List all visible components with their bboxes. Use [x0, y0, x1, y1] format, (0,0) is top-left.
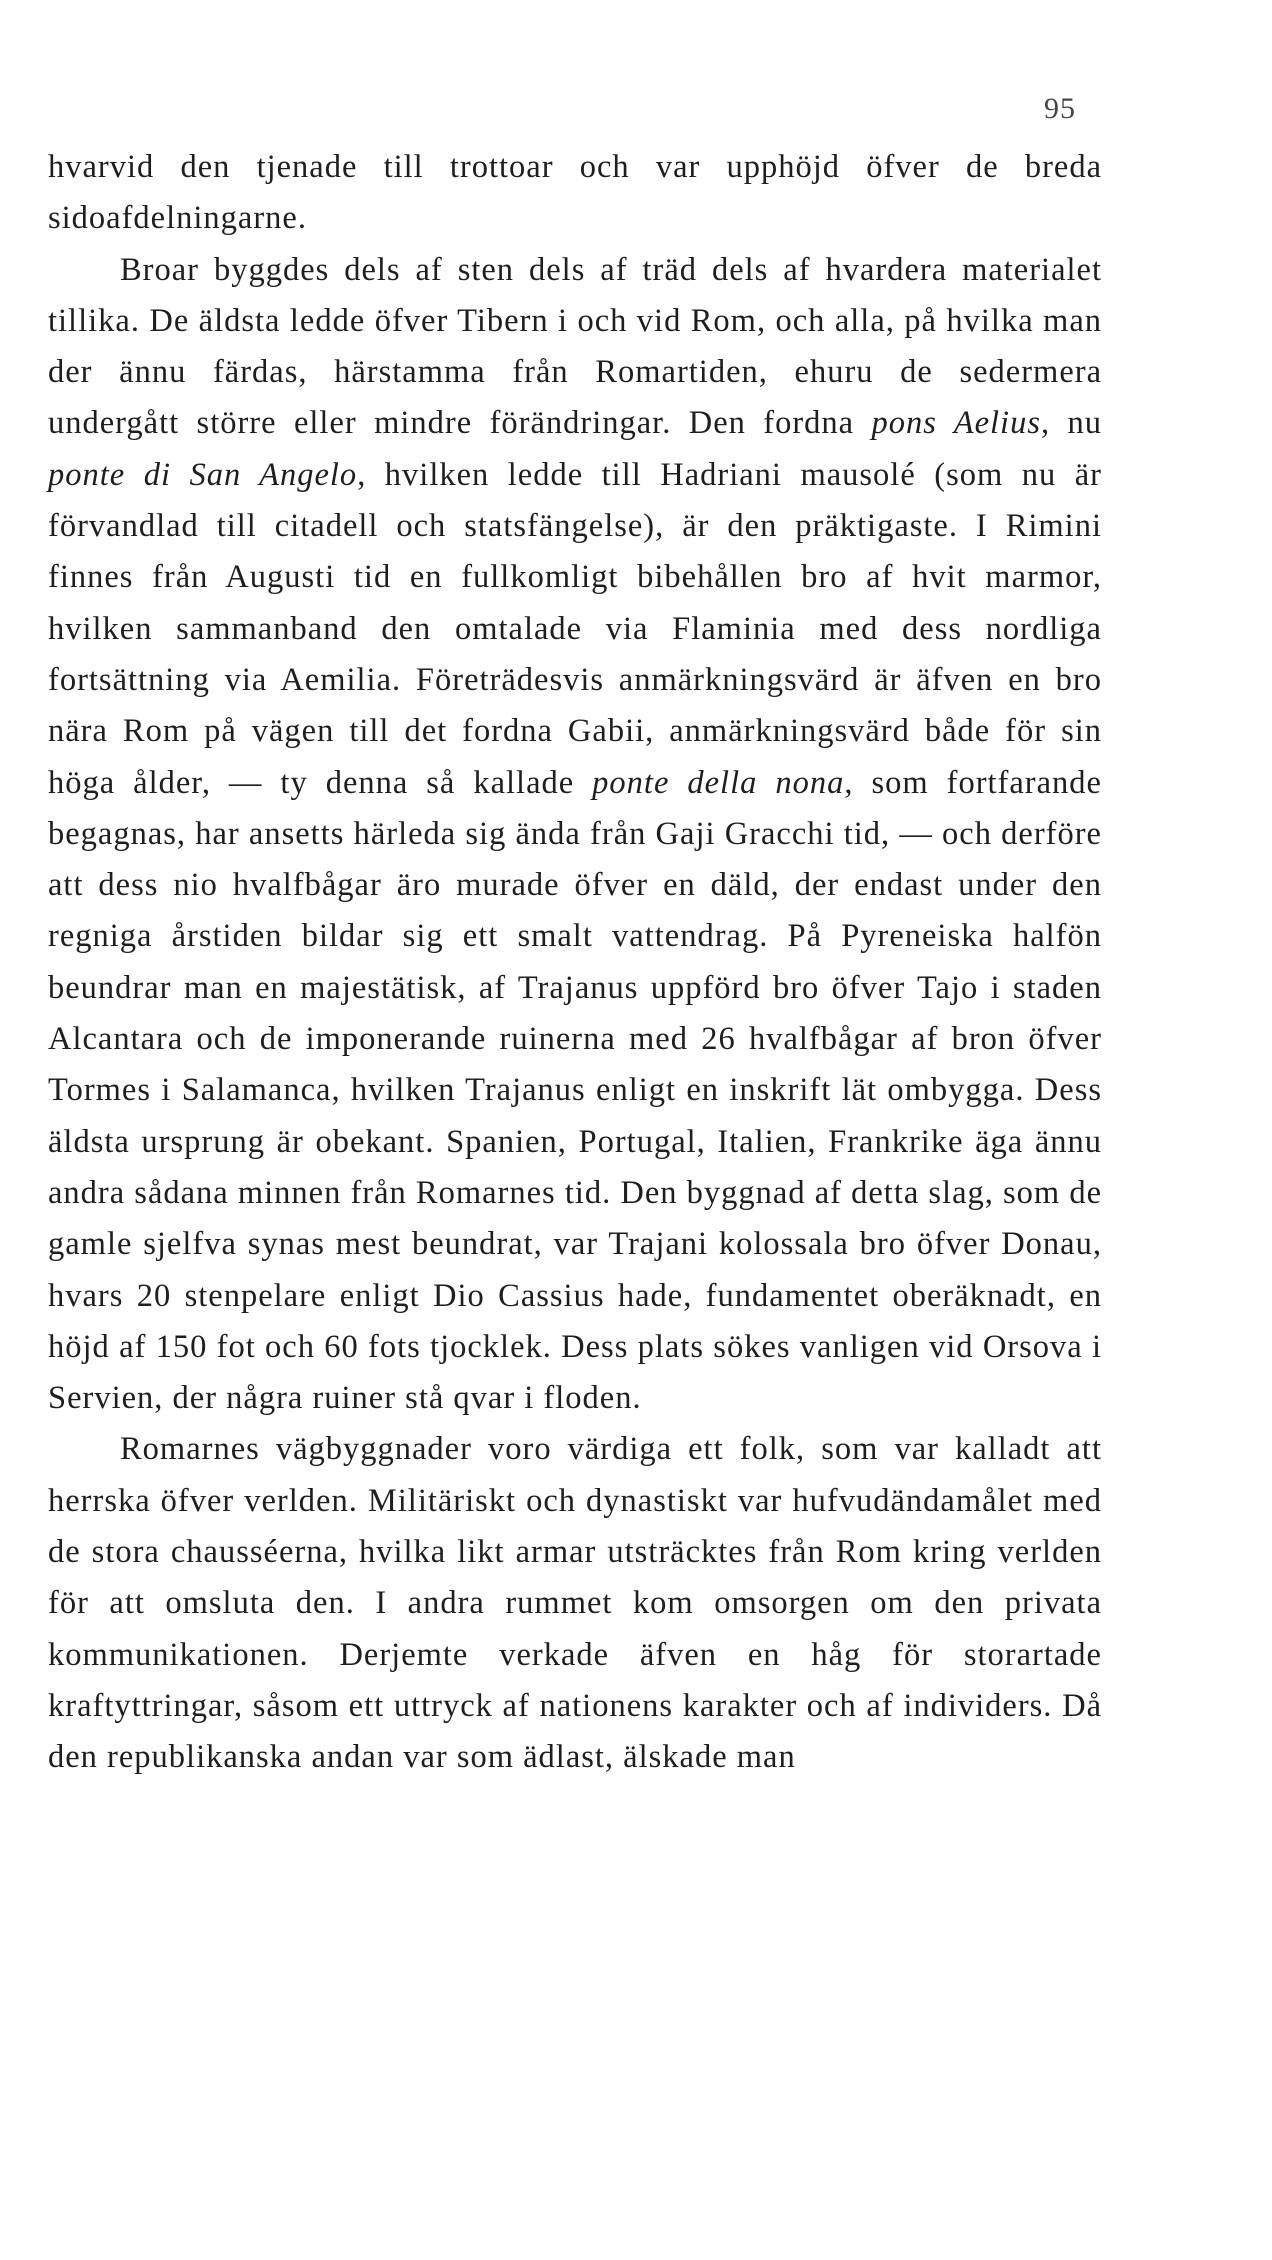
- text-segment: Broar byggdes dels af sten dels af träd dels af hvardera materialet tillika. De äldsta ledde öfver Tibern i och vid Rom, och alla, på hvilka man der ännu färdas, härstamma från Romartiden, ehuru de sedermera undergått större eller mindre förändringar. Den fordna: [48, 251, 1102, 442]
- paragraph-2: [48, 245, 1102, 1425]
- text-segment: hvarvid den tjenade till trottoar och var upphöjd öfver de breda sidoafdelningarne.: [48, 149, 1102, 237]
- italic-term-pons-aelius: pons Aelius: [871, 405, 1041, 442]
- paragraph-1: [48, 142, 1102, 245]
- text-segment: , som fortfarande begagnas, har ansetts härleda sig ända från Gaji Gracchi tid, — och derföre att dess nio hvalfbågar äro murade öfver en däld, der endast under den regniga årstiden bildar sig ett smalt vattendrag. På Pyreneiska halfön beundrar man en majestätisk, af Trajanus uppförd bro öfver Tajo i staden Alcantara och de imponerande ruinerna med 26 hvalfbågar af bron öfver Tormes i Salamanca, hvilken Trajanus enligt en inskrift lät ombygga. Dess äldsta ursprung är obekant. Spanien, Portugal, Italien, Frankrike äga ännu andra sådana minnen från Romarnes tid. Den byggnad af detta slag, som de gamle sjelfva synas mest beundrat, var Trajani kolossala bro öfver Donau, hvars 20 stenpelare enligt Dio Cassius hade, fundamentet oberäknadt, en höjd af 150 fot och 60 fots tjocklek. Dess plats sökes vanligen vid Orsova i Servien, der några ruiner stå qvar i floden.: [48, 764, 1102, 1417]
- italic-term-ponte-della-nona: ponte della nona: [592, 764, 845, 801]
- text-segment: , hvilken ledde till Hadriani mausolé (som nu är förvandlad till citadell och statsfängelse), är den präktigaste. I Rimini finnes från Augusti tid en fullkomligt bibehållen bro af hvit marmor, hvilken sammanband den omtalade via Flaminia med dess nordliga fortsättning via Aemilia. Företrädesvis anmärkningsvärd är äfven en bro nära Rom på vägen till det fordna Gabii, anmärkningsvärd både för sin höga ålder, — ty denna så kallade: [48, 456, 1102, 801]
- text-segment: , nu: [1040, 405, 1103, 442]
- body-text: [48, 142, 1102, 1784]
- text-segment: Romarnes vägbyggnader voro värdiga ett folk, som var kalladt att herrska öfver verlden. Militäriskt och dynastiskt var hufvudändamålet med de stora chausséerna, hvilka likt armar utsträcktes från Rom kring verlden för att omsluta den. I andra rummet kom omsorgen om den privata kommunikationen. Derjemte verkade äfven en håg för storartade kraftyttringar, såsom ett uttryck af nationens karakter och af individers. Då den republikanska andan var som ädlast, älskade man: [48, 1431, 1102, 1776]
- italic-term-ponte-di-san-angelo: ponte di San Angelo: [48, 456, 358, 493]
- paragraph-3: [48, 1424, 1102, 1783]
- page-number: 95: [1044, 92, 1076, 125]
